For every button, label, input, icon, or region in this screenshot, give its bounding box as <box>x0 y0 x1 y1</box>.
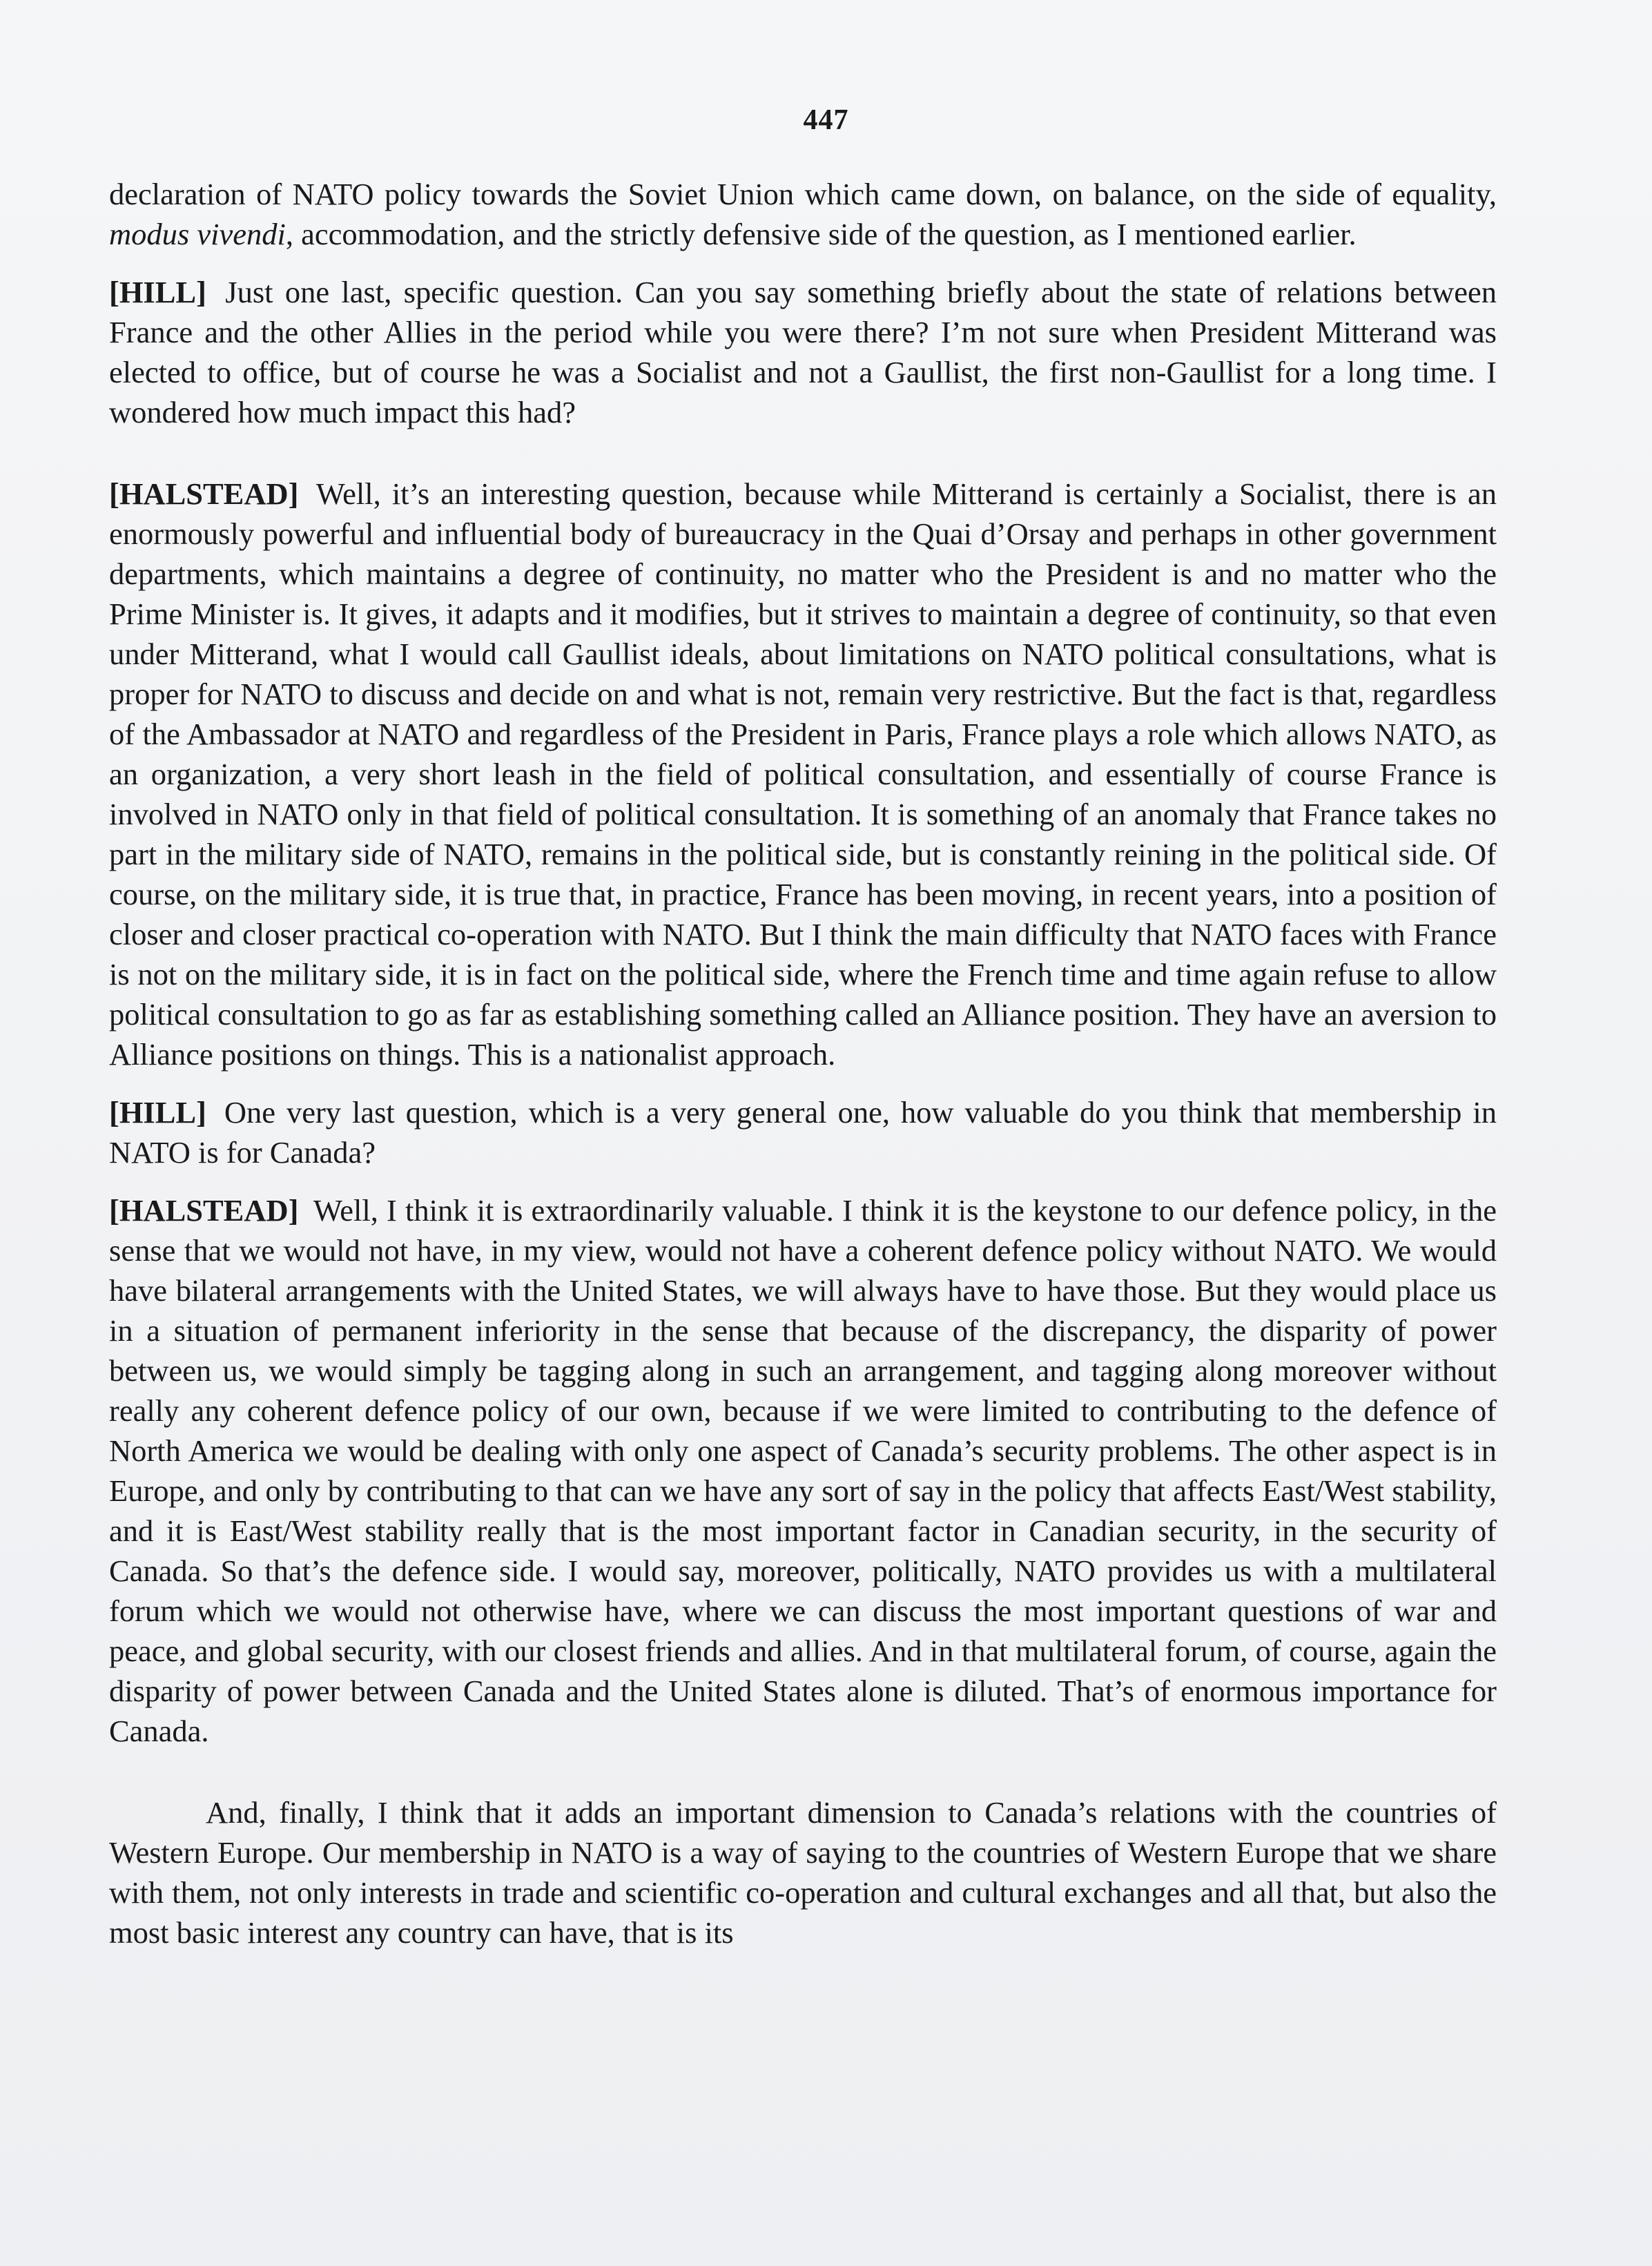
paragraph-text: And, finally, I think that it adds an important dimension to Canada’s relations with the countries of Western Europe. Our membership in NATO is a way of saying to the countries of Western Europe that we share with them, not only interests in trade and scientific co-operation and cultural exchanges and all that, but also the most basic interest any country can have, that is its <box>109 1795 1497 1950</box>
page-number: 447 <box>803 104 849 136</box>
speaker-label: [HALSTEAD] <box>109 1193 299 1228</box>
speaker-label: [HALSTEAD] <box>109 476 299 511</box>
speaker-label: [HILL] <box>109 275 206 309</box>
paragraph-text: Well, it’s an interesting question, because while Mitterand is certainly a Socialist, there is an enormously powerful and influential body of bureaucracy in the Quai d’Orsay and perhaps in other government departments, which maintains a degree of continuity, no matter who the President is and no matter who the Prime Minister is. It gives, it adapts and it modifies, but it strives to maintain a degree of continuity, so that even under Mitterand, what I would call Gaullist ideals, about limitations on NATO political consultations, what is proper for NATO to discuss and decide on and what is not, remain very restrictive. But the fact is that, regardless of the Ambassador at NATO and regardless of the President in Paris, France plays a role which allows NATO, as an organization, a very short leash in the field of political consultation, and essentially of course France is involved in NATO only in that field of political consultation. It is something of an anomaly that France takes no part in the military side of NATO, remains in the political side, but is constantly reining in the political side. Of course, on the military side, it is true that, in practice, France has been moving, in recent years, into a position of closer and closer practical co-operation with NATO. But I think the main difficulty that NATO faces with France is not on the military side, it is in fact on the political side, where the French time and time again refuse to allow political consultation to go as far as establishing something called an Alliance position. They have an aversion to Alliance positions on things. This is a nationalist approach. <box>109 476 1497 1072</box>
paragraph-text: Well, I think it is extraordinarily valuable. I think it is the keystone to our defence policy, in the sense that we would not have, in my view, would not have a coherent defence policy without NATO. We would have bilateral arrangements with the United States, we will always have to have those. But they would place us in a situation of permanent inferiority in the sense that because of the discrepancy, the disparity of power between us, we would simply be tagging along in such an arrangement, and tagging along moreover without really any coherent defence policy of our own, because if we were limited to contributing to the defence of North America we would be dealing with only one aspect of Canada’s security problems. The other aspect is in Europe, and only by contributing to that can we have any sort of say in the policy that affects East/West stability, and it is East/West stability really that is the most important factor in Canadian security, in the security of Canada. So that’s the defence side. I would say, moreover, politically, NATO provides us with a multilateral forum which we would not otherwise have, where we can discuss the most important questions of war and peace, and global security, with our closest friends and allies. And in that multilateral forum, of course, again the disparity of power between Canada and the United States alone is diluted. That’s of enormous importance for Canada. <box>109 1193 1497 1748</box>
speaker-label: [HILL] <box>109 1095 206 1130</box>
transcript-body <box>109 174 1497 1970</box>
paragraph-text: Just one last, specific question. Can you say something briefly about the state of relations between France and the other Allies in the period while you were there? I’m not sure when President Mitterand was elected to office, but of course he was a Socialist and not a Gaullist, the first non-Gaullist for a long time. I wondered how much impact this had? <box>109 275 1497 429</box>
paragraph-hill-question-france <box>109 272 1497 432</box>
paragraph-halstead-answer-nato-value <box>109 1190 1497 1751</box>
paragraph-text: One very last question, which is a very general one, how valuable do you think that membership in NATO is for Canada? <box>109 1095 1497 1170</box>
paragraph-halstead-answer-france <box>109 474 1497 1074</box>
paragraph-continuation <box>109 174 1497 254</box>
paragraph-text-after: , accommodation, and the strictly defensive side of the question, as I mentioned earlier. <box>285 217 1357 251</box>
paragraph-hill-question-nato-value <box>109 1092 1497 1172</box>
paragraph-halstead-continued <box>109 1792 1497 1953</box>
paragraph-italic-phrase: modus vivendi <box>109 217 286 251</box>
paragraph-text-before: declaration of NATO policy towards the Soviet Union which came down, on balance, on the side of equality, <box>109 177 1497 211</box>
